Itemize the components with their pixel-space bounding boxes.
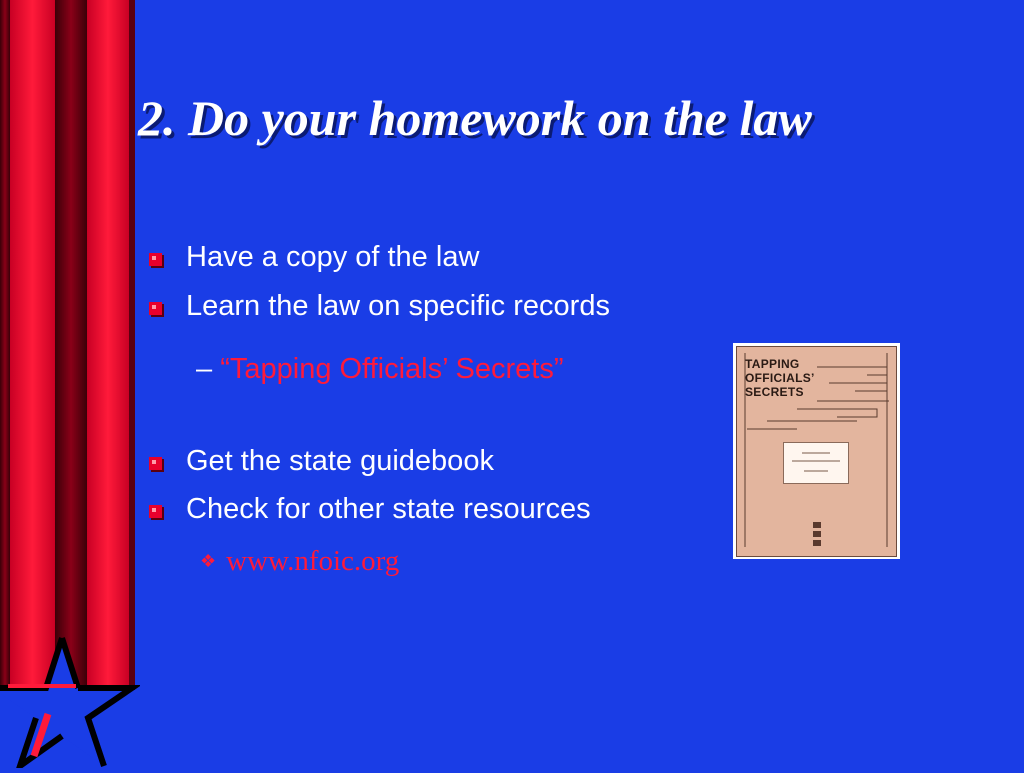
stripes-graphic: [0, 0, 135, 690]
book-cover-title: TAPPING OFFICIALS’ SECRETS: [745, 357, 815, 399]
link-row: [200, 544, 399, 578]
sub-item-dash: –: [196, 353, 213, 385]
bullet-marker: [148, 504, 164, 520]
book-label-box: [783, 442, 849, 484]
book-title-quote: “Tapping Officials’ Secrets”: [220, 353, 564, 385]
nfoic-link[interactable]: www.nfoic.org: [226, 545, 400, 577]
decorative-stripes: [0, 0, 135, 690]
sub-item-book-reference: [196, 352, 564, 386]
bullet-copy-of-law: Have a copy of the law: [186, 241, 480, 273]
star-logo-icon: [0, 630, 140, 768]
bullet-marker: [148, 456, 164, 472]
bullet-marker: [148, 252, 164, 268]
diamond-bullet-icon: ❖: [200, 550, 217, 571]
book-cover: [736, 346, 897, 557]
book-cover-image: [733, 343, 900, 559]
bullet-marker: [148, 301, 164, 317]
slide-title: 2. Do your homework on the law: [138, 90, 812, 146]
bullet-state-guidebook: Get the state guidebook: [186, 445, 494, 477]
bullet-learn-law: Learn the law on specific records: [186, 290, 610, 322]
bullet-other-resources: Check for other state resources: [186, 493, 591, 525]
